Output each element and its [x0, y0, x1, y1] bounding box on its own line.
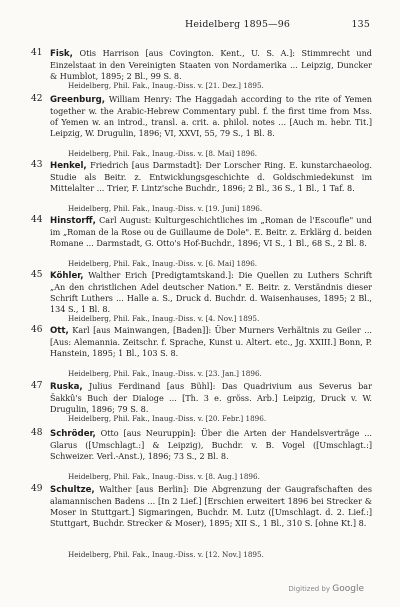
- entry-body: [50, 428, 372, 462]
- entry-body: [50, 48, 372, 82]
- entry-number: 42: [31, 94, 43, 104]
- entry-number: 44: [31, 215, 43, 225]
- entry-body: [50, 325, 372, 359]
- author-name: Greenburg,: [50, 95, 105, 105]
- entry-number: 41: [31, 48, 43, 58]
- entry-number: 49: [31, 484, 43, 494]
- digitization-watermark: [288, 584, 364, 594]
- author-name: Henkel,: [50, 161, 87, 171]
- entry-text: Walther [aus Berlin]: Die Abgrenzung der Gaugrafschaften des alamannischen Badens ... [In 2 Lief.] [Erschien erweitert 1896 bei Strecker & Moser in Stuttgart.] Sigmaringen, Buchdr. M. Lutz ([Umschlagt. d. 2. Lief.:] Stuttgart, Buchdr. Strecker & Moser), 1895; XII S., 1 Bl., 310 S. [ohne Kt.] 8.: [50, 484, 372, 528]
- entry-text: Otis Harrison [aus Covington. Kent., U. S. A.]: Stimmrecht und Einzelstaat in den Vereinigten Staaten von Nordamerika ... Leipzig, Duncker & Humblot, 1895; 2 Bl., 99 S. 8.: [50, 48, 372, 81]
- author-name: Schultze,: [50, 485, 95, 495]
- author-name: Schröder,: [50, 429, 96, 439]
- entry-body: [50, 160, 372, 194]
- entry-number: 48: [31, 428, 43, 438]
- author-name: Ott,: [50, 326, 69, 336]
- author-name: Köhler,: [50, 271, 84, 281]
- entry-text: Walther Erich [Predigtamtskand.]: Die Quellen zu Luthers Schrift „An den christlichen Adel deutscher Nation." E. Beitr. z. Verständnis dieser Schrift Luthers ... Halle a. S., Druck d. Buchdr. d. Waisenhauses, 1895; 2 Bl., 134 S., 1 Bl. 8.: [50, 270, 372, 314]
- entry-dissertation-note: Heidelberg, Phil. Fak., Inaug.-Diss. v. [21. Dez.] 1895.: [68, 81, 264, 90]
- page-number: 135: [351, 19, 370, 30]
- entry-text: William Henry: The Haggadah according to the rite of Yemen together w. the Arabic-Hebrew Commentary publ. f. the first time from Mss. of Yemen w. an introd., transl. a. crit. a. philol. notes ... [Auch m. hebr. Tit.] Leipzig, W. Drugulin, 1896; VI, XXVI, 55, 79 S., 1 Bl. 8.: [50, 94, 372, 138]
- entry-text: Julius Ferdinand [aus Bühl]: Das Quadrivium aus Severus bar Šakkû's Buch der Dialoge ... [Th. 3 e. gröss. Arb.] Leipzig, Druck v. W. Drugulin, 1896; 79 S. 8.: [50, 381, 372, 414]
- entry-body: [50, 94, 372, 139]
- entry-dissertation-note: Heidelberg, Phil. Fak., Inaug.-Diss. v. [8. Mai] 1896.: [68, 149, 258, 158]
- entry-body: [50, 484, 372, 529]
- entry-dissertation-note: Heidelberg, Phil. Fak., Inaug.-Diss. v. [23. Jan.] 1896.: [68, 369, 262, 378]
- entry-text: Friedrich [aus Darmstadt]: Der Lorscher Ring. E. kunstarchaeolog. Studie als Beitr. z. Entwicklungsgeschichte d. Goldschmiedekunst im Mittelalter ... Trier, F. Lintz'sche Buchdr., 1896; 2 Bl., 36 S., 1 Bl., 1 Taf. 8.: [50, 160, 372, 193]
- entry-body: [50, 270, 372, 315]
- entry-number: 46: [31, 325, 43, 335]
- entry-dissertation-note: Heidelberg, Phil. Fak., Inaug.-Diss. v. [4. Nov.] 1895.: [68, 314, 260, 323]
- running-header: [40, 19, 370, 33]
- entry-dissertation-note: Heidelberg, Phil. Fak., Inaug.-Diss. v. [12. Nov.] 1895.: [68, 550, 264, 559]
- entry-dissertation-note: Heidelberg, Phil. Fak., Inaug.-Diss. v. [8. Aug.] 1896.: [68, 472, 260, 481]
- author-name: Fisk,: [50, 49, 73, 59]
- watermark-prefix: Digitized by: [288, 585, 331, 593]
- entry-text: Karl [aus Mainwangen, [Baden]]: Über Murners Verhältnis zu Geiler ... [Aus: Alemannia. Zeitschr. f. Sprache, Kunst u. Altert. etc., Jg. XXIII.] Bonn, P. Hanstein, 1895; 1 Bl., 103 S. 8.: [50, 325, 372, 358]
- entry-dissertation-note: Heidelberg, Phil. Fak., Inaug.-Diss. v. [19. Juni] 1896.: [68, 204, 263, 213]
- entry-text: Carl August: Kulturgeschichtliches im „Roman de l'Escoufle" und im „Roman de la Rose ou de Guillaume de Dole". E. Beitr. z. Erklärg d. beiden Romane ... Darmstadt, G. Otto's Hof-Buchdr., 1896; VI S., 1 Bl., 68 S., 2 Bl. 8.: [50, 215, 372, 248]
- author-name: Ruska,: [50, 382, 83, 392]
- entry-text: Otto [aus Neuruppin]: Über die Arten der Handelsverträge ... Glarus ([Umschlagt.:] & Leipzig), Buchdr. v. B. Vogel ([Umschlagt.:] Schweizer. Verl.-Anst.), 1896; 73 S., 2 Bl. 8.: [50, 428, 372, 461]
- google-logo: Google: [332, 584, 364, 594]
- author-name: Hinstorff,: [50, 216, 96, 226]
- running-title: Heidelberg 1895—96: [185, 19, 291, 30]
- entry-dissertation-note: Heidelberg, Phil. Fak., Inaug.-Diss. v. [20. Febr.] 1896.: [68, 414, 267, 423]
- entry-number: 43: [31, 160, 43, 170]
- entry-dissertation-note: Heidelberg, Phil. Fak., Inaug.-Diss. v. [6. Mai] 1896.: [68, 259, 258, 268]
- entry-body: [50, 215, 372, 249]
- entry-body: [50, 381, 372, 415]
- entry-number: 45: [31, 270, 43, 280]
- entry-number: 47: [31, 381, 43, 391]
